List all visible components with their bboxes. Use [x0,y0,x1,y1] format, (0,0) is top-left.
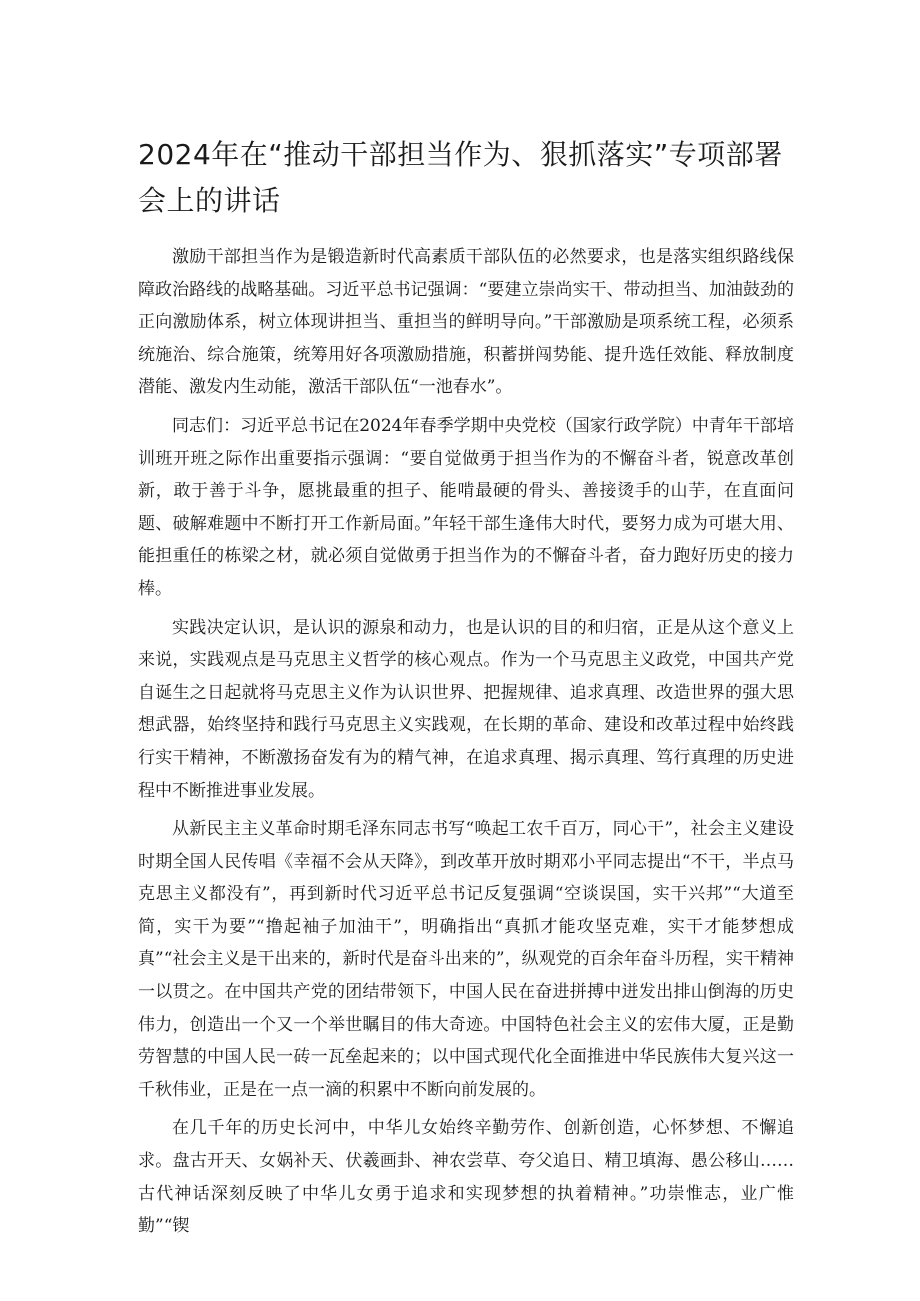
paragraph-4: 从新民主主义革命时期毛泽东同志书写“唤起工农千百万，同心干”，社会主义建设时期全国人民传唱《幸福不会从天降》，到改革开放时期邓小平同志提出“不干，半点马克思主义都没有”，再到新时代习近平总书记反复强调“空谈误国，实干兴邦”“大道至简，实干为要”“撸起袖子加油干”，明确指出“真抓才能攻坚克难，实干才能梦想成真”“社会主义是干出来的，新时代是奋斗出来的”，纵观党的百余年奋斗历程，实干精神一以贯之。在中国共产党的团结带领下，中国人民在奋进拼搏中迸发出排山倒海的历史伟力，创造出一个又一个举世瞩目的伟大奇迹。中国特色社会主义的宏伟大厦，正是勤劳智慧的中国人民一砖一瓦垒起来的；以中国式现代化全面推进中华民族伟大复兴这一千秋伟业，正是在一点一滴的积累中不断向前发展的。 [138,819,794,1100]
document-title: 2024年在“推动干部担当作为、狠抓落实”专项部署会上的讲话 [138,138,783,217]
document-body [138,241,794,1249]
paragraph-1: 激励干部担当作为是锻造新时代高素质干部队伍的必然要求，也是落实组织路线保障政治路线的战略基础。习近平总书记强调：“要建立崇尚实干、带动担当、加油鼓劲的正向激励体系，树立体现讲担当、重担当的鲜明导向。”干部激励是项系统工程，必须系统施治、综合施策，统筹用好各项激励措施，积蓄拼闯势能、提升选任效能、释放制度潜能、激发内生动能，激活干部队伍“一池春水”。 [138,247,794,398]
paragraph-5: 在几千年的历史长河中，中华儿女始终辛勤劳作、创新创造，心怀梦想、不懈追求。盘古开天、女娲补天、伏羲画卦、神农尝草、夸父追日、精卫填海、愚公移山……古代神话深刻反映了中华儿女勇于追求和实现梦想的执着精神。”功崇惟志，业广惟勤”“锲 [138,1118,794,1237]
paragraph-2: 同志们：习近平总书记在2024年春季学期中央党校（国家行政学院）中青年干部培训班开班之际作出重要指示强调：“要自觉做勇于担当作为的不懈奋斗者，锐意改革创新，敢于善于斗争，愿挑最重的担子、能啃最硬的骨头、善接烫手的山芋，在直面问题、破解难题中不断打开工作新局面。”年轻干部生逢伟大时代，要努力成为可堪大用、能担重任的栋梁之材，就必须自觉做勇于担当作为的不懈奋斗者，奋力跑好历史的接力棒。 [138,415,794,599]
paragraph-3: 实践决定认识，是认识的源泉和动力，也是认识的目的和归宿，正是从这个意义上来说，实践观点是马克思主义哲学的核心观点。作为一个马克思主义政党，中国共产党自诞生之日起就将马克思主义作为认识世界、把握规律、追求真理、改造世界的强大思想武器，始终坚持和践行马克思主义实践观，在长期的革命、建设和改革过程中始终践行实干精神，不断激扬奋发有为的精气神，在追求真理、揭示真理、笃行真理的历史进程中不断推进事业发展。 [138,617,794,801]
